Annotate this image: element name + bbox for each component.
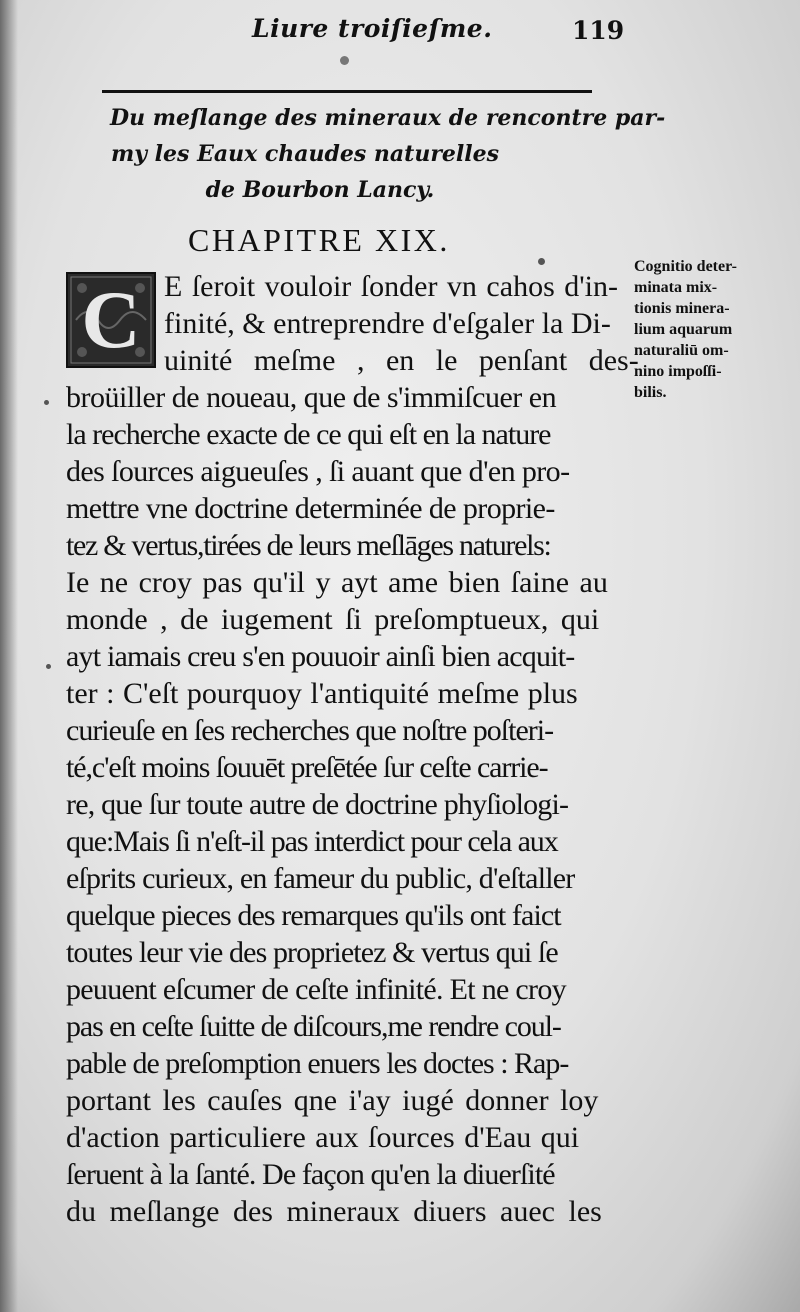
paper-speck [538,258,545,265]
body-line: que:Mais ſi n'eſt-il pas interdict pour cela aux [66,825,558,858]
section-heading-line: de Bourbon Lancy. [205,177,435,203]
margin-note-line: minata mix- [634,279,718,296]
margin-note-line: naturaliū om- [634,342,729,359]
section-heading-line: my les Eaux chaudes naturelles [110,141,500,167]
body-line: eſprits curieux, en fameur du public, d'eſtaller [66,862,575,895]
body-line: mettre vne doctrine determinée de proprie- [66,492,555,525]
body-line: pas en ceſte ſuitte de diſcours,me rendre coul- [66,1010,561,1043]
drop-cap-letter: C [81,274,141,365]
body-line: quelque pieces des remarques qu'ils ont faict [66,899,561,932]
body-line: finité, & entreprendre d'eſgaler la Di- [164,307,611,340]
paper-speck [340,56,349,65]
margin-note-line: lium aquarum [634,321,733,338]
body-line: du meſlange des mineraux diuers auec les [66,1195,602,1228]
margin-note-line: Cognitio deter- [634,258,737,275]
body-line: uinité meſme , en le penſant des- [164,344,639,377]
margin-note [634,256,794,403]
margin-note-line: tionis minera- [634,300,730,317]
body-line: toutes leur vie des proprietez & vertus qui ſe [66,936,558,969]
body-line: re, que ſur toute autre de doctrine phyſiologi- [66,788,569,821]
ornamental-drop-cap [66,272,156,368]
body-line: monde , de iugement ſi preſomptueux, qui [66,603,600,636]
section-heading-line: Du meſlange des mineraux de rencontre par- [110,105,666,131]
body-line: d'action particuliere aux ſources d'Eau qui [66,1121,580,1154]
section-heading [100,100,666,208]
margin-note-line: nino impoſſi- [634,363,722,380]
body-line: ayt iamais creu s'en pouuoir ainſi bien acquit- [66,640,575,673]
body-line: E ſeroit vouloir ſonder vn cahos d'in- [164,270,618,303]
body-line: ter : C'eſt pourquoy l'antiquité meſme plus [66,677,578,710]
body-line: broüiller de noueau, que de s'immiſcuer en [66,381,557,414]
body-line: portant les cauſes qne i'ay iugé donner loy [66,1084,599,1117]
body-line: des ſources aigueuſes , ſi auant que d'en pro- [66,455,570,488]
page-number: 119 [572,16,625,45]
body-line: peuuent eſcumer de ceſte infinité. Et ne croy [66,973,566,1006]
paper-speck [44,400,49,405]
page-gutter-shadow [0,0,18,1312]
margin-note-line: bilis. [634,384,667,401]
body-line: Ie ne croy pas qu'il y ayt ame bien ſaine au [66,566,608,599]
body-line: tez & vertus,tirées de leurs meſlāges naturels: [66,529,551,562]
body-line: té,c'eſt moins ſouuēt preſētée ſur ceſte carrie- [66,751,548,784]
body-line: la recherche exacte de ce qui eſt en la nature [66,418,551,451]
body-line: ſeruent à la ſanté. De façon qu'en la diuerſité [66,1158,555,1191]
header-rule [102,90,592,93]
running-title: Liure troiſieſme. [252,14,493,43]
chapter-title: CHAPITRE XIX. [188,222,450,258]
paper-speck [46,664,51,669]
body-line: pable de preſomption enuers les doctes : Rap- [66,1047,569,1080]
body-line: curieuſe en ſes recherches que noſtre poſteri- [66,714,554,747]
